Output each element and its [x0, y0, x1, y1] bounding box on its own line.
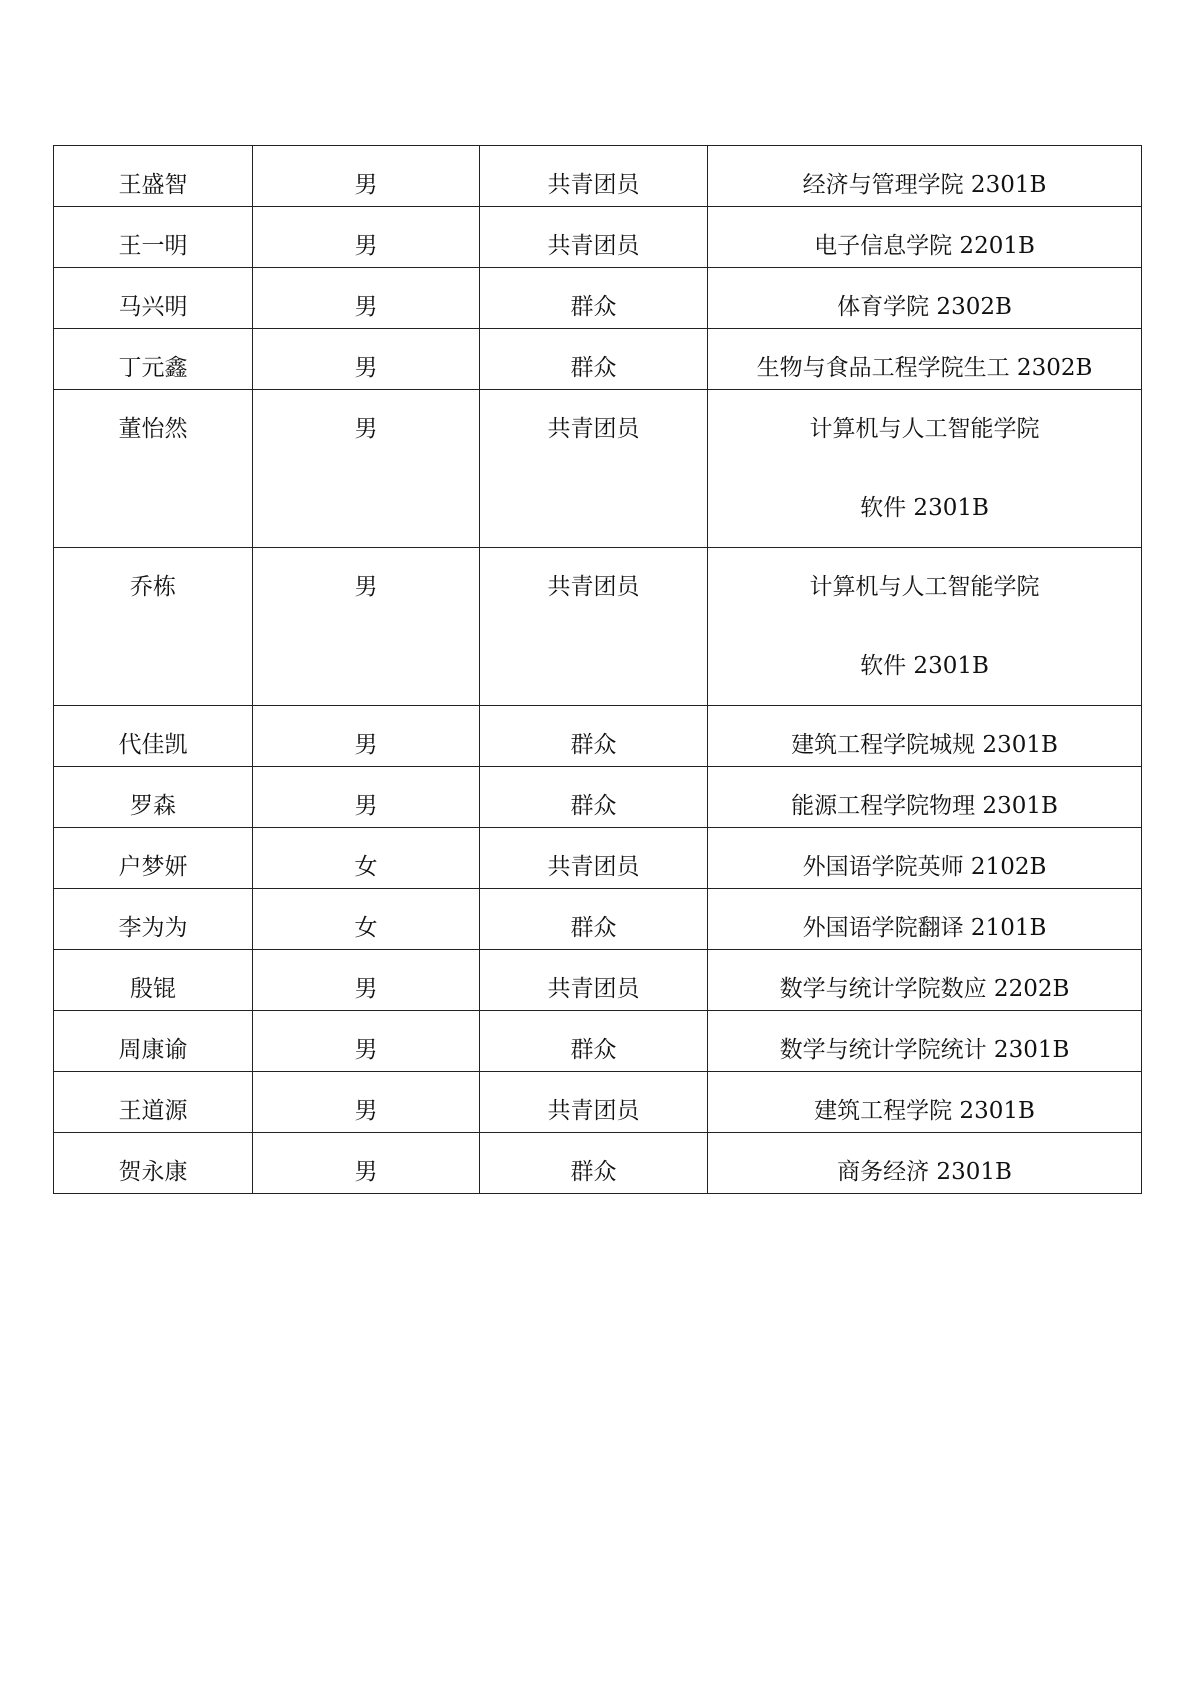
class-cell — [708, 1133, 1142, 1194]
class-cell — [708, 706, 1142, 767]
gender-cell: 男 — [253, 706, 480, 767]
political-status-cell: 群众 — [480, 1133, 708, 1194]
table-row — [54, 706, 1142, 767]
gender-cell: 男 — [253, 1133, 480, 1194]
class-line: 外国语学院翻译 2101B — [802, 915, 1047, 941]
class-line: 数学与统计学院数应 2202B — [779, 976, 1070, 1002]
table-row — [54, 1011, 1142, 1072]
name-cell: 罗森 — [54, 767, 253, 828]
table-row — [54, 889, 1142, 950]
political-status-cell: 群众 — [480, 889, 708, 950]
table-row — [54, 207, 1142, 268]
political-status-cell: 群众 — [480, 767, 708, 828]
class-cell — [708, 950, 1142, 1011]
table-row — [54, 146, 1142, 207]
name-cell: 丁元鑫 — [54, 329, 253, 390]
class-cell — [708, 329, 1142, 390]
class-line: 体育学院 2302B — [837, 294, 1012, 320]
table-row — [54, 268, 1142, 329]
name-cell: 王道源 — [54, 1072, 253, 1133]
name-cell: 周康谕 — [54, 1011, 253, 1072]
table-row — [54, 548, 1142, 706]
gender-cell: 女 — [253, 889, 480, 950]
table-row — [54, 329, 1142, 390]
table-row — [54, 950, 1142, 1011]
gender-cell: 男 — [253, 950, 480, 1011]
gender-cell: 男 — [253, 390, 480, 548]
name-cell: 户梦妍 — [54, 828, 253, 889]
name-cell: 王一明 — [54, 207, 253, 268]
table-row — [54, 390, 1142, 548]
name-cell: 王盛智 — [54, 146, 253, 207]
gender-cell: 男 — [253, 329, 480, 390]
student-roster-table — [53, 145, 1142, 1194]
class-line: 经济与管理学院 2301B — [802, 172, 1047, 198]
class-cell — [708, 548, 1142, 706]
name-cell: 董怡然 — [54, 390, 253, 548]
name-cell: 代佳凯 — [54, 706, 253, 767]
name-cell: 殷锟 — [54, 950, 253, 1011]
political-status-cell: 群众 — [480, 706, 708, 767]
gender-cell: 男 — [253, 1011, 480, 1072]
roster-body — [54, 146, 1142, 1194]
class-cell — [708, 390, 1142, 548]
class-cell — [708, 146, 1142, 207]
table-row — [54, 1072, 1142, 1133]
political-status-cell: 共青团员 — [480, 390, 708, 548]
class-cell — [708, 889, 1142, 950]
class-line: 能源工程学院物理 2301B — [791, 793, 1058, 819]
class-cell — [708, 1072, 1142, 1133]
class-line: 计算机与人工智能学院 — [809, 416, 1040, 442]
table-row — [54, 828, 1142, 889]
political-status-cell: 共青团员 — [480, 950, 708, 1011]
gender-cell: 男 — [253, 207, 480, 268]
class-line: 外国语学院英师 2102B — [802, 854, 1047, 880]
gender-cell: 男 — [253, 268, 480, 329]
class-cell — [708, 767, 1142, 828]
political-status-cell: 共青团员 — [480, 207, 708, 268]
political-status-cell: 群众 — [480, 1011, 708, 1072]
class-line: 建筑工程学院城规 2301B — [791, 732, 1058, 758]
gender-cell: 男 — [253, 548, 480, 706]
class-cell — [708, 207, 1142, 268]
political-status-cell: 群众 — [480, 329, 708, 390]
name-cell: 李为为 — [54, 889, 253, 950]
name-cell: 乔栋 — [54, 548, 253, 706]
class-line: 电子信息学院 2201B — [814, 233, 1035, 259]
political-status-cell: 共青团员 — [480, 146, 708, 207]
class-cell — [708, 828, 1142, 889]
class-line: 软件 2301B — [860, 495, 989, 521]
political-status-cell: 共青团员 — [480, 548, 708, 706]
table-row — [54, 767, 1142, 828]
class-line: 商务经济 2301B — [837, 1159, 1012, 1185]
class-line: 软件 2301B — [860, 653, 989, 679]
name-cell: 马兴明 — [54, 268, 253, 329]
class-cell — [708, 1011, 1142, 1072]
political-status-cell: 共青团员 — [480, 828, 708, 889]
class-line: 计算机与人工智能学院 — [809, 574, 1040, 600]
gender-cell: 男 — [253, 767, 480, 828]
table-row — [54, 1133, 1142, 1194]
gender-cell: 女 — [253, 828, 480, 889]
class-cell — [708, 268, 1142, 329]
class-line: 建筑工程学院 2301B — [814, 1098, 1035, 1124]
gender-cell: 男 — [253, 1072, 480, 1133]
political-status-cell: 群众 — [480, 268, 708, 329]
class-line: 生物与食品工程学院生工 2302B — [756, 355, 1093, 381]
class-line: 数学与统计学院统计 2301B — [779, 1037, 1070, 1063]
gender-cell: 男 — [253, 146, 480, 207]
political-status-cell: 共青团员 — [480, 1072, 708, 1133]
name-cell: 贺永康 — [54, 1133, 253, 1194]
